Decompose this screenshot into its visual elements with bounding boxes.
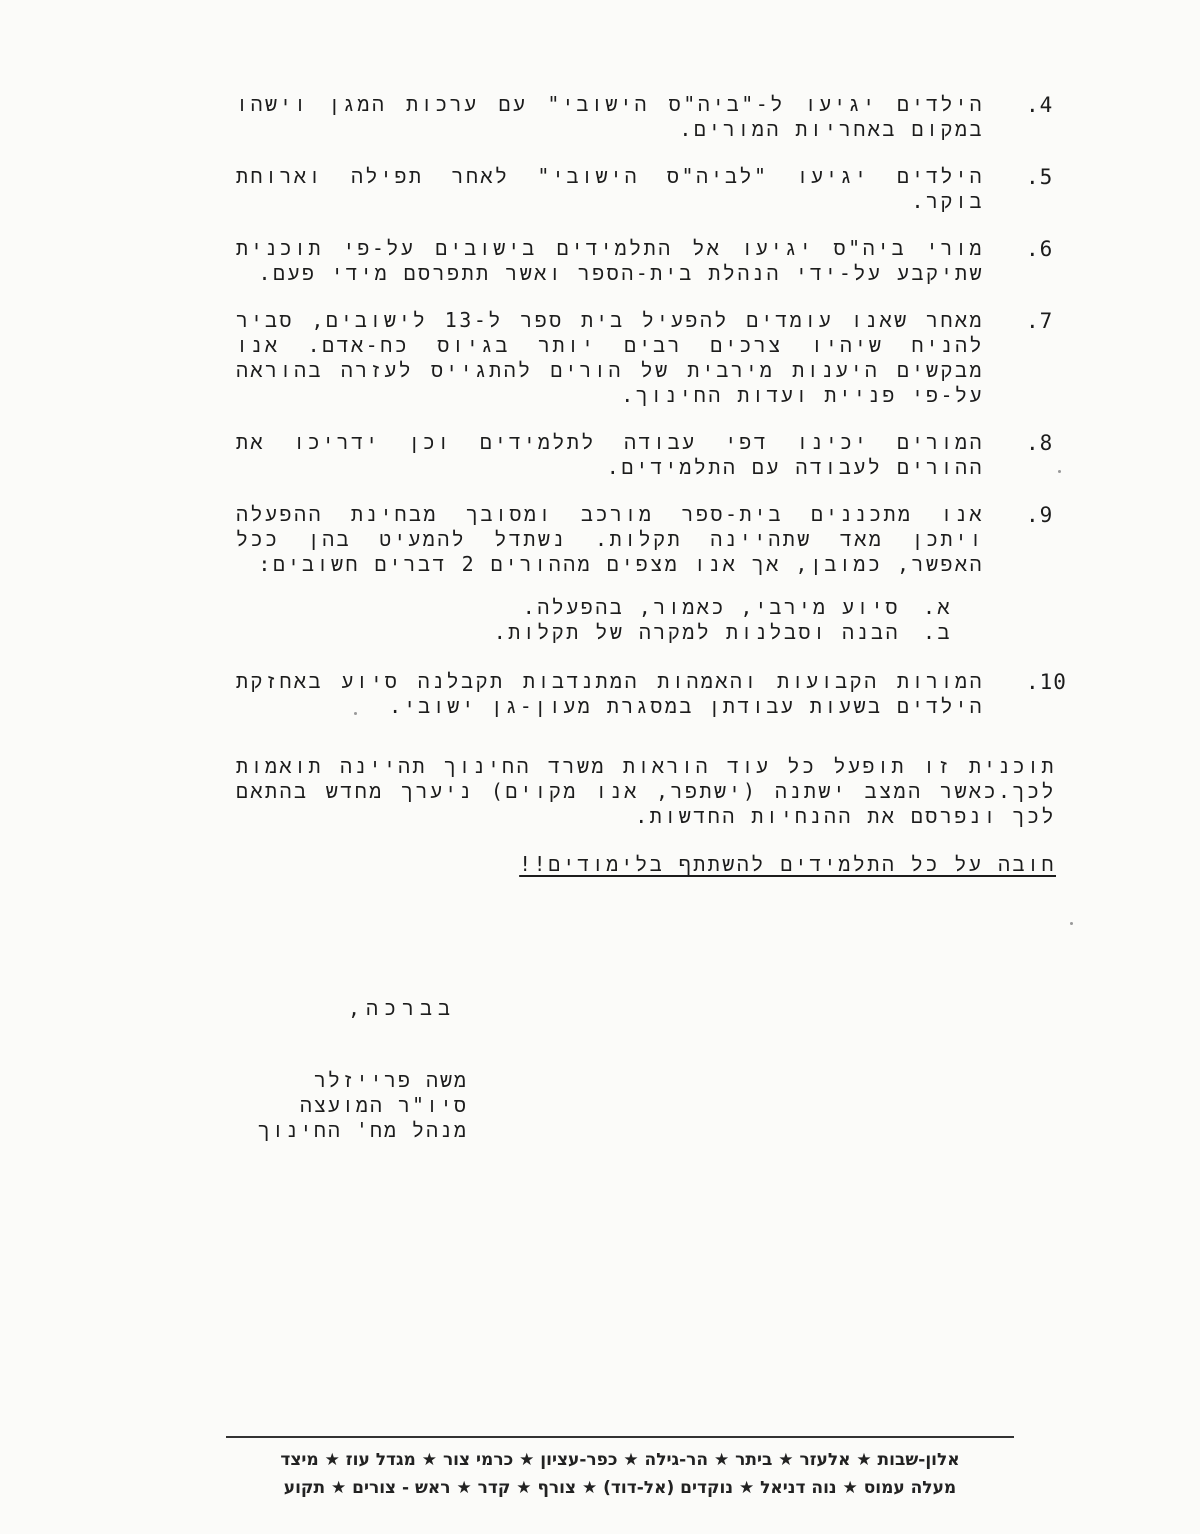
greeting: בברכה, (347, 996, 456, 1020)
sub-item-letter: א. (922, 595, 952, 619)
sub-item (236, 595, 952, 620)
mandatory-attendance-notice: חובה על כל התלמידים להשתתף בלימודים!! (519, 852, 1056, 876)
signer-title: מנהל מח' החינוך (257, 1118, 468, 1142)
item-text: המורות הקבועות והאמהות המתנדבות תקבלנה סיוע באחזקת הילדים בשעות עבודתן במסגרת מעון-גן ישובי. (236, 669, 984, 718)
signer-name: משה פרייזלר (313, 1068, 468, 1092)
scan-speck (1058, 470, 1061, 473)
item-number: .4 (1026, 93, 1054, 117)
item-text: המורים יכינו דפי עבודה לתלמידים וכן ידריכו את ההורים לעבודה עם התלמידים. (236, 430, 984, 479)
list-item (236, 430, 1070, 480)
item-number: .10 (1026, 670, 1067, 694)
closing-paragraph: תוכנית זו תופעל כל עוד הוראות משרד החינוך תהיינה תואמות לכך.כאשר המצב ישתנה (ישתפר, אנו מקוים) ניערך מחדש בהתאם לכך ונפרסם את ההנחיות החדשות. (236, 754, 1056, 828)
footer-line: מעלה עמוס ★ נוה דניאל ★ נוקדים (אל-דוד) ★ צורף ★ קדר ★ ראש - צורים ★ תקוע (283, 1478, 957, 1498)
numbered-list (236, 92, 1070, 741)
signature-block (258, 1068, 468, 1143)
list-item (236, 502, 1070, 577)
item-number: .5 (1026, 165, 1054, 189)
sub-item-text: סיוע מירבי, כאמור, בהפעלה. (522, 595, 900, 619)
list-item (236, 92, 1070, 142)
list-item (236, 308, 1070, 408)
footer-divider (226, 1436, 1014, 1438)
footer-settlements (210, 1446, 1030, 1502)
list-item (236, 236, 1070, 286)
list-item (236, 164, 1070, 214)
item-number: .6 (1026, 237, 1054, 261)
item-number: .8 (1026, 431, 1054, 455)
list-item (236, 669, 1070, 719)
sub-item-letter: ב. (922, 620, 952, 644)
scan-speck (1070, 922, 1073, 925)
signer-title: סיו"ר המועצה (299, 1093, 468, 1117)
footer-line: אלון-שבות ★ אלעזר ★ ביתר ★ הר-גילה ★ כפר-עציון ★ כרמי צור ★ מגדל עוז ★ מיצד (280, 1450, 960, 1470)
item-text: מורי ביה"ס יגיעו אל התלמידים בישובים על-פי תוכנית שתיקבע על-ידי הנהלת בית-הספר ואשר תתפרסם מידי פעם. (236, 236, 984, 285)
item-text: הילדים יגיעו ל-"ביה"ס הישובי" עם ערכות המגן וישהו במקום באחריות המורים. (236, 92, 984, 141)
item-text: אנו מתכננים בית-ספר מורכב ומסובך מבחינת ההפעלה ויתכן מאד שתהיינה תקלות. נשתדל להמעיט בהן ככל האפשר, כמובן, אך אנו מצפים מההורים 2 דברים חשובים: (236, 502, 984, 576)
sub-list (236, 595, 952, 645)
sub-item (236, 620, 952, 645)
item-text: מאחר שאנו עומדים להפעיל בית ספר ל-13 לישובים, סביר להניח שיהיו צרכים רבים יותר בגיוס כח-אדם. אנו מבקשים היענות מירבית של הורים להתגייס לעזרה בהוראה על-פי פניית ועדות החינוך. (236, 308, 984, 407)
scan-speck (354, 712, 357, 715)
sub-item-text: הבנה וסבלנות למקרה של תקלות. (493, 620, 900, 644)
item-number: .7 (1026, 309, 1054, 333)
item-number: .9 (1026, 503, 1054, 527)
item-text: הילדים יגיעו "לביה"ס הישובי" לאחר תפילה וארוחת בוקר. (236, 164, 984, 213)
